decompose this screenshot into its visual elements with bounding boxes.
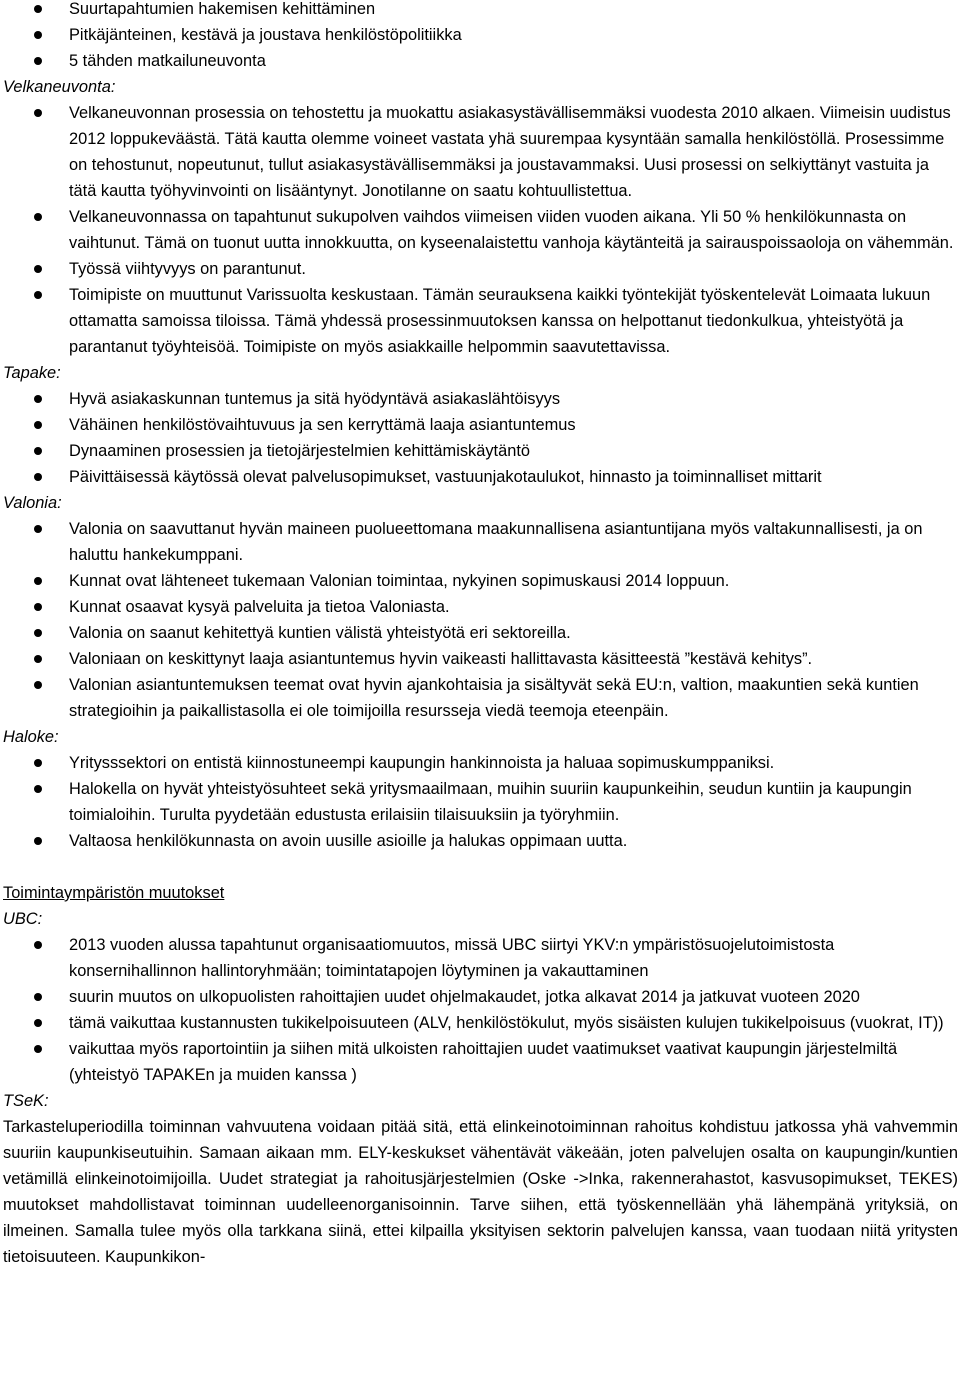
list-item [0,984,960,1010]
list-item [0,438,960,464]
list-item [0,256,960,282]
list-item [0,282,960,360]
list-item [0,620,960,646]
list-item-text: Suurtapahtumien hakemisen kehittäminen [69,0,376,18]
tapake-list [0,386,960,490]
bullet-icon [34,1019,42,1027]
bullet-icon [34,473,42,481]
list-item-text: Toimipiste on muuttunut Varissuolta keskustaan. Tämän seurauksena kaikki työntekijät työskentelevät Loimaata lukuun ottamatta samoissa tiloissa. Tämä yhdessä prosessinmuutoksen kanssa on helpottanut tiedonkulkua, yhteistyötä ja parantanut työyhteisöä. Toimipiste on myös asiakkaille helpommin saavutettavissa. [69,286,931,356]
toimintaymparisto-title: Toimintaympäristön muutokset [3,884,225,902]
list-item-text: Valonia on saavuttanut hyvän maineen puolueettomana maakunnallisena asiantuntijana myös valtakunnallisesti, ja on haluttu hankekumppani. [69,520,923,564]
list-item-text: Kunnat osaavat kysyä palveluita ja tietoa Valoniasta. [69,598,450,616]
list-item-text: Yritysssektori on entistä kiinnostuneempi kaupungin hankinnoista ja haluaa sopimuskumppaniksi. [69,754,775,772]
bullet-icon [34,681,42,689]
bullet-icon [34,577,42,585]
bullet-icon [34,629,42,637]
list-item-text: Valoniaan on keskittynyt laaja asiantuntemus hyvin vaikeasti hallittavasta käsitteestä ”kestävä kehitys”. [69,650,813,668]
list-item [0,1010,960,1036]
list-item [0,1036,960,1088]
list-item [0,750,960,776]
intro-list [0,0,960,74]
bullet-icon [34,395,42,403]
bullet-icon [34,421,42,429]
bullet-icon [34,759,42,767]
list-item-text: suurin muutos on ulkopuolisten rahoittajien uudet ohjelmakaudet, jotka alkavat 2014 ja jatkuvat vuoteen 2020 [69,988,860,1006]
list-item [0,776,960,828]
valonia-heading: Valonia: [3,494,62,512]
valonia-list [0,516,960,724]
list-item [0,594,960,620]
bullet-icon [34,213,42,221]
bullet-icon [34,291,42,299]
bullet-icon [34,941,42,949]
list-item-text: Vähäinen henkilöstövaihtuvuus ja sen kerryttämä laaja asiantuntemus [69,416,576,434]
bullet-icon [34,1045,42,1053]
list-item [0,516,960,568]
list-item-text: Valonia on saanut kehitettyä kuntien välistä yhteistyötä eri sektoreilla. [69,624,571,642]
haloke-heading: Haloke: [3,728,59,746]
list-item [0,646,960,672]
list-item-text: 5 tähden matkailuneuvonta [69,52,266,70]
bullet-icon [34,837,42,845]
list-item [0,412,960,438]
list-item [0,0,960,22]
velkaneuvonta-list [0,100,960,360]
bullet-icon [34,57,42,65]
list-item [0,464,960,490]
list-item-text: Valtaosa henkilökunnasta on avoin uusille asioille ja halukas oppimaan uutta. [69,832,628,850]
list-item-text: tämä vaikuttaa kustannusten tukikelpoisuuteen (ALV, henkilöstökulut, myös sisäisten kulujen tukikelpoisuus (vuokrat, IT)) [69,1014,944,1032]
section-spacer [0,854,960,880]
bullet-icon [34,785,42,793]
bullet-icon [34,603,42,611]
tapake-heading: Tapake: [3,364,61,382]
list-item-text: Velkaneuvonnan prosessia on tehostettu ja muokattu asiakasystävällisemmäksi vuodesta 2010 alkaen. Viimeisin uudistus 2012 loppukeväästä. Tätä kautta olemme voineet vastata yhä suurempaa kysyntään samalla henkilöstöllä. Prosessimme on tehostunut, nopeutunut, tullut asiakasystävällisemmäksi ja joustavammaksi. Uusi prosessi on selkiyttänyt vastuita ja tätä kautta työhyvinvointi on lisääntynyt. Jonotilanne on saatu kohtuullistettua. [69,104,951,200]
list-item-text: vaikuttaa myös raportointiin ja siihen mitä ulkoisten rahoittajien uudet vaatimukset vaativat kaupungin järjestelmiltä (yhteistyö TAPAKEn ja muiden kanssa ) [69,1040,898,1084]
list-item [0,22,960,48]
list-item-text: 2013 vuoden alussa tapahtunut organisaatiomuutos, missä UBC siirtyi YKV:n ympäristösuojelutoimistosta konsernihallinnon hallintoryhmään; toimintatapojen löytyminen ja vakauttaminen [69,936,835,980]
velkaneuvonta-heading: Velkaneuvonta: [3,78,116,96]
list-item-text: Työssä viihtyvyys on parantunut. [69,260,306,278]
list-item-text: Pitkäjänteinen, kestävä ja joustava henkilöstöpolitiikka [69,26,462,44]
list-item-text: Valonian asiantuntemuksen teemat ovat hyvin ajankohtaisia ja sisältyvät sekä EU:n, valtion, maakuntien sekä kuntien strategioihin ja paikallistasolla ei ole toimijoilla resursseja viedä teemoja eteenpäin. [69,676,919,720]
bullet-icon [34,993,42,1001]
list-item-text: Hyvä asiakaskunnan tuntemus ja sitä hyödyntävä asiakaslähtöisyys [69,390,561,408]
list-item [0,828,960,854]
ubc-heading: UBC: [3,910,43,928]
list-item-text: Halokella on hyvät yhteistyösuhteet sekä yritysmaailmaan, muihin suuriin kaupunkeihin, seudun kuntiin ja kaupungin toimialoihin. Turulta pyydetään edustusta erilaisiin tilaisuuksiin ja työryhmiin. [69,780,912,824]
list-item-text: Velkaneuvonnassa on tapahtunut sukupolven vaihdos viimeisen viiden vuoden aikana. Yli 50 % henkilökunnasta on vaihtunut. Tämä on tuonut uutta innokkuutta, on kyseenalaistettu vanhoja käytänteitä ja sairauspoissaoloja on vähemmän. [69,208,954,252]
bullet-icon [34,109,42,117]
list-item [0,100,960,204]
bullet-icon [34,655,42,663]
list-item [0,48,960,74]
bullet-icon [34,447,42,455]
list-item-text: Dynaaminen prosessien ja tietojärjestelmien kehittämiskäytäntö [69,442,530,460]
list-item [0,568,960,594]
haloke-list [0,750,960,854]
ubc-list [0,932,960,1088]
bullet-icon [34,31,42,39]
bullet-icon [34,265,42,273]
list-item-text: Kunnat ovat lähteneet tukemaan Valonian toimintaa, nykyinen sopimuskausi 2014 loppuun. [69,572,730,590]
tsek-paragraph: Tarkasteluperiodilla toiminnan vahvuutena voidaan pitää sitä, että elinkeinotoiminnan rahoitus kohdistuu jatkossa yhä vahvemmin suuriin kaupunkiseutuihin. Samaan aikaan mm. ELY-keskukset vähentävät väkeään, joten palvelujen osalta on kaupungin/kuntien vetämillä elinkeinotoimijoilla. Uudet strategiat ja rahoitusjärjestelmien (Oske ->Inka, rakennerahastot, kasvusopimukset, TEKES) muutokset mahdollistavat toiminnan uudelleenorganisoinnin. Tarve siihen, että työskennellään yhä lähempänä yrityksiä, on ilmeinen. Samalla tulee myös olla tarkkana siinä, ettei kilpailla yksityisen sektorin palvelujen kanssa, vaan tuodaan niitä yritysten tietoisuuteen. Kaupunkikon- [3,1118,958,1266]
list-item [0,672,960,724]
bullet-icon [34,525,42,533]
list-item [0,204,960,256]
list-item [0,932,960,984]
bullet-icon [34,5,42,13]
tsek-heading: TSeK: [3,1092,49,1110]
list-item [0,386,960,412]
list-item-text: Päivittäisessä käytössä olevat palvelusopimukset, vastuunjakotaulukot, hinnasto ja toiminnalliset mittarit [69,468,822,486]
